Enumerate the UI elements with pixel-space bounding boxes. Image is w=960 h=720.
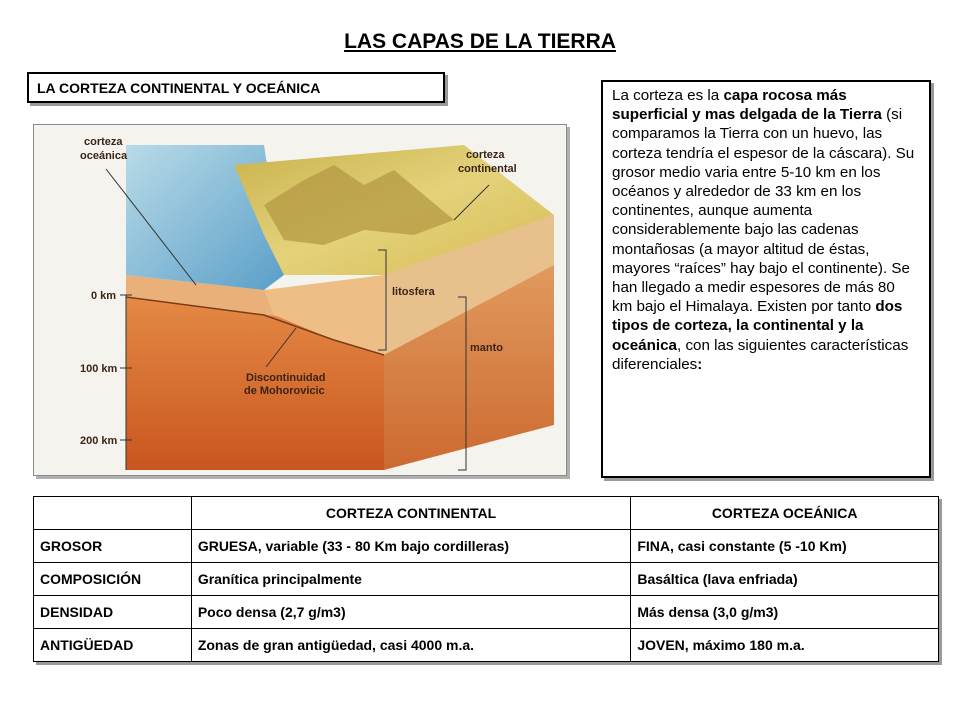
desc-bold-2: dos tipos de corteza, la continental y la oceánica xyxy=(612,298,903,354)
cell-oceanic-antiguedad: JOVEN, máximo 180 m.a. xyxy=(631,629,939,662)
table-row xyxy=(34,530,939,563)
label-200km: 200 km xyxy=(80,435,118,447)
desc-text-3: , con las siguientes características diferenciales xyxy=(612,336,909,373)
header-oceanic: CORTEZA OCEÁNICA xyxy=(631,497,939,530)
table-row xyxy=(34,563,939,596)
crust-comparison-table xyxy=(33,496,939,662)
table-row xyxy=(34,596,939,629)
label-moho-1: Discontinuidad xyxy=(246,372,326,384)
crust-diagram-svg xyxy=(34,125,568,477)
row-label-antiguedad: ANTIGÜEDAD xyxy=(34,629,192,662)
header-continental: CORTEZA CONTINENTAL xyxy=(191,497,631,530)
desc-text-1: La corteza es la xyxy=(612,87,724,104)
cell-continental-composicion: Granítica principalmente xyxy=(191,563,631,596)
label-continental-1: corteza xyxy=(466,149,505,161)
label-oceanic-1: corteza xyxy=(84,136,123,148)
table-header-row xyxy=(34,497,939,530)
label-continental-2: continental xyxy=(458,163,517,175)
cell-oceanic-densidad: Más densa (3,0 g/m3) xyxy=(631,596,939,629)
desc-text-2: (si comparamos la Tierra con un huevo, las corteza tendría el espesor de la cáscara). Su grosor medio varia entre 5-10 km en los océanos y alrededor de 33 km en los continentes, aunque aumenta considerablemente bajo las cadenas montañosas (a mayor altitud de éstas, mayores “raíces” hay bajo el continente). Se han llegado a medir espesores de más 80 km bajo el Himalaya. Existen por tanto xyxy=(612,106,915,316)
cell-oceanic-grosor: FINA, casi constante (5 -10 Km) xyxy=(631,530,939,563)
label-oceanic-2: oceánica xyxy=(80,150,128,162)
label-manto: manto xyxy=(470,342,503,354)
row-label-densidad: DENSIDAD xyxy=(34,596,192,629)
cell-continental-densidad: Poco densa (2,7 g/m3) xyxy=(191,596,631,629)
label-moho-2: de Mohorovicic xyxy=(244,385,325,397)
row-label-grosor: GROSOR xyxy=(34,530,192,563)
crust-diagram xyxy=(33,124,567,476)
desc-bold-3: : xyxy=(697,355,703,373)
desc-bold-1: capa rocosa más superficial y mas delgada de la Tierra xyxy=(612,87,882,124)
label-0km: 0 km xyxy=(91,290,117,302)
page-title: LAS CAPAS DE LA TIERRA xyxy=(344,30,616,53)
crust-description xyxy=(601,80,931,478)
section-subtitle: LA CORTEZA CONTINENTAL Y OCEÁNICA xyxy=(27,72,445,103)
cell-continental-grosor: GRUESA, variable (33 - 80 Km bajo cordilleras) xyxy=(191,530,631,563)
label-litosfera: litosfera xyxy=(392,286,435,298)
cell-continental-antiguedad: Zonas de gran antigüedad, casi 4000 m.a. xyxy=(191,629,631,662)
header-empty xyxy=(34,497,192,530)
table-row xyxy=(34,629,939,662)
label-100km: 100 km xyxy=(80,363,118,375)
row-label-composicion: COMPOSICIÓN xyxy=(34,563,192,596)
cell-oceanic-composicion: Basáltica (lava enfriada) xyxy=(631,563,939,596)
